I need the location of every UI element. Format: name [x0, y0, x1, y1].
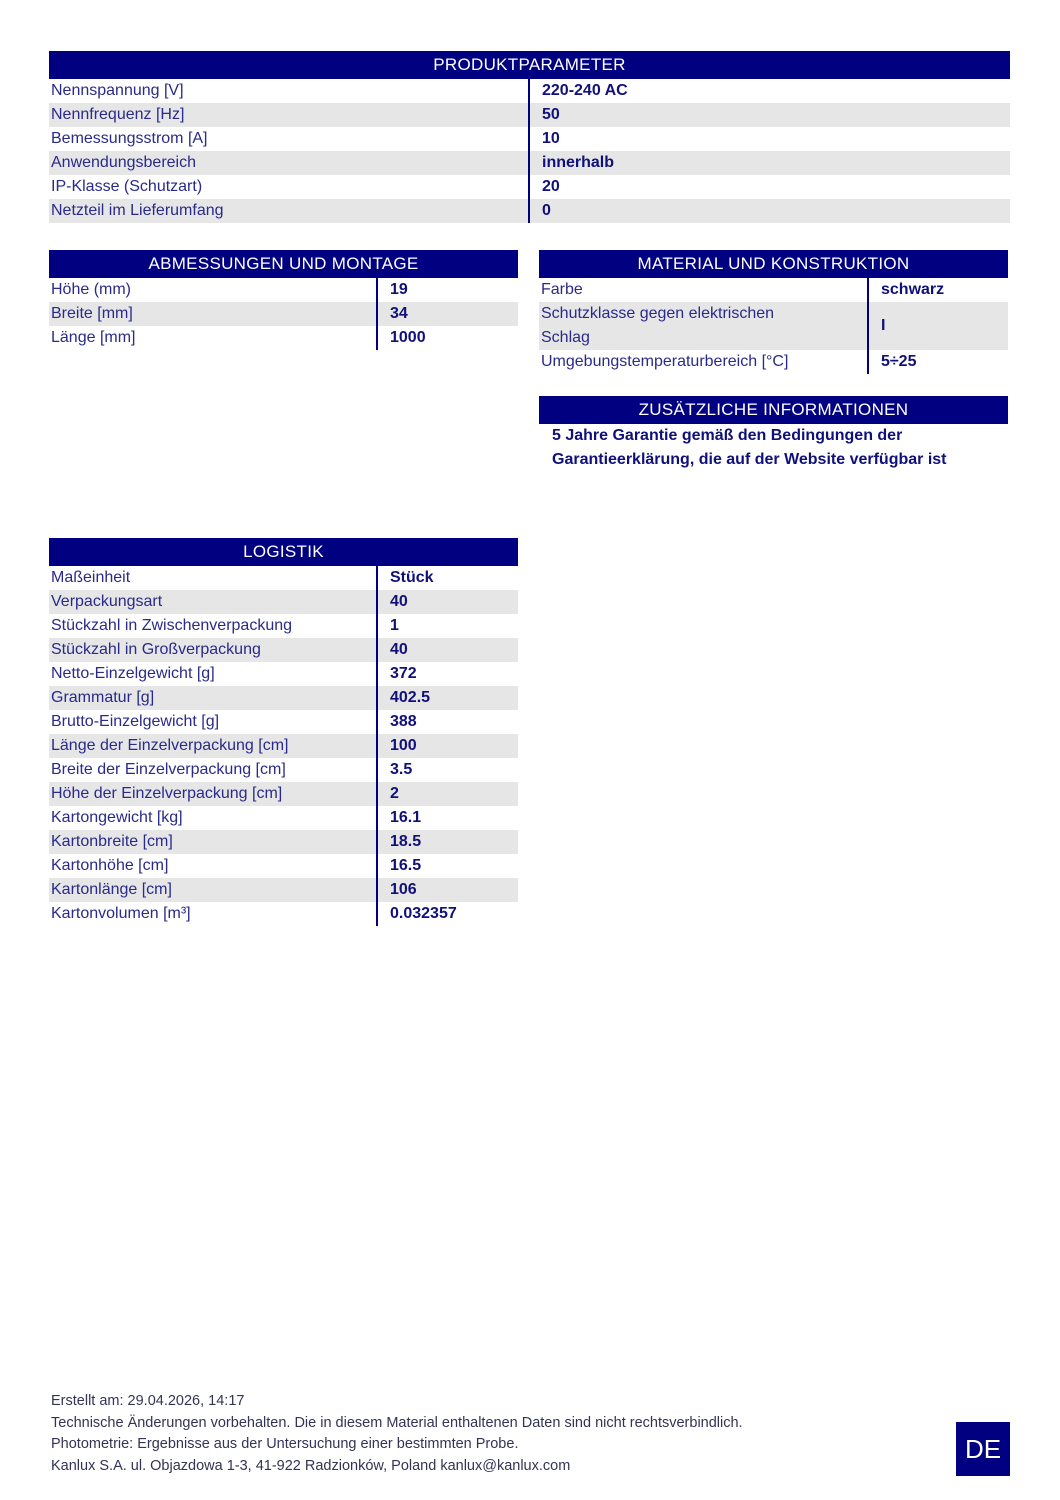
logistik-value: 16.5 — [377, 854, 518, 878]
zusatz-section — [539, 396, 1008, 472]
logistik-value: 402.5 — [377, 686, 518, 710]
table-row — [49, 103, 1010, 127]
table-row — [49, 830, 518, 854]
logistik-label: Maßeinheit — [51, 569, 131, 586]
logistik-section — [49, 538, 518, 926]
logistik-label: Grammatur [g] — [49, 686, 377, 710]
dim-value: 34 — [377, 302, 518, 326]
language-badge: DE — [956, 1422, 1010, 1476]
footer-created: Erstellt am: 29.04.2026, 14:17 — [51, 1393, 245, 1409]
footer — [51, 1391, 743, 1477]
param-value: 0 — [529, 199, 1010, 223]
table-row — [49, 590, 518, 614]
footer-address: Kanlux S.A. ul. Objazdowa 1-3, 41-922 Radzionków, Poland kanlux@kanlux.com — [51, 1457, 571, 1474]
table-row — [539, 278, 1008, 302]
logistik-label: Netto-Einzelgewicht [g] — [51, 665, 215, 682]
param-label: Anwendungsbereich — [49, 151, 529, 175]
footer-disclaimer: Technische Änderungen vorbehalten. Die in diesem Material enthaltenen Daten sind nicht rechtsverbindlich. — [51, 1414, 743, 1431]
logistik-label: Kartonhöhe [cm] — [51, 857, 169, 874]
param-value: 50 — [529, 103, 1010, 127]
logistik-value: 3.5 — [377, 758, 518, 782]
dim-label: Höhe (mm) — [51, 281, 132, 298]
table-row — [49, 566, 518, 590]
material-label: Umgebungstemperaturbereich [°C] — [541, 353, 789, 370]
logistik-value: 2 — [377, 782, 518, 806]
material-value: schwarz — [868, 278, 1008, 302]
produktparameter-section — [49, 51, 1010, 223]
param-value: innerhalb — [529, 151, 1010, 175]
logistik-value: 372 — [377, 662, 518, 686]
table-row — [49, 614, 518, 638]
logistik-label: Verpackungsart — [49, 590, 377, 614]
logistik-label: Brutto-Einzelgewicht [g] — [51, 713, 220, 730]
logistik-value: 18.5 — [377, 830, 518, 854]
logistik-value: 40 — [377, 590, 518, 614]
footer-photometry: Photometrie: Ergebnisse aus der Untersuchung einer bestimmten Probe. — [51, 1436, 519, 1452]
table-row — [49, 199, 1010, 223]
table-row — [49, 782, 518, 806]
produktparameter-header: PRODUKTPARAMETER — [49, 51, 1010, 79]
logistik-label: Kartonbreite [cm] — [49, 830, 377, 854]
table-row — [49, 175, 1010, 199]
material-value: I — [868, 302, 1008, 350]
logistik-table — [49, 566, 518, 926]
zusatz-header: ZUSÄTZLICHE INFORMATIONEN — [539, 396, 1008, 424]
logistik-value: Stück — [377, 566, 518, 590]
logistik-label: Stückzahl in Großverpackung — [49, 638, 377, 662]
abmessungen-header: ABMESSUNGEN UND MONTAGE — [49, 250, 518, 278]
material-section — [539, 250, 1008, 374]
table-row — [49, 302, 518, 326]
material-label: Schutzklasse gegen elektrischen Schlag — [539, 302, 868, 350]
param-label: IP-Klasse (Schutzart) — [51, 178, 203, 195]
dim-value: 1000 — [377, 326, 518, 350]
param-label: Nennspannung [V] — [51, 82, 184, 99]
logistik-value: 100 — [377, 734, 518, 758]
logistik-label: Stückzahl in Zwischenverpackung — [51, 617, 293, 634]
logistik-value: 0.032357 — [377, 902, 518, 926]
dim-label: Länge [mm] — [51, 329, 136, 346]
table-row — [49, 806, 518, 830]
param-value: 10 — [529, 127, 1010, 151]
table-row — [49, 127, 1010, 151]
produktparameter-table — [49, 79, 1010, 223]
table-row — [49, 79, 1010, 103]
logistik-value: 40 — [377, 638, 518, 662]
table-row — [49, 878, 518, 902]
logistik-label: Höhe der Einzelverpackung [cm] — [49, 782, 377, 806]
param-label: Netzteil im Lieferumfang — [49, 199, 529, 223]
table-row — [539, 302, 1008, 350]
logistik-value: 388 — [377, 710, 518, 734]
logistik-value: 106 — [377, 878, 518, 902]
param-label: Bemessungsstrom [A] — [51, 130, 208, 147]
table-row — [49, 278, 518, 302]
table-row — [49, 326, 518, 350]
logistik-value: 16.1 — [377, 806, 518, 830]
dim-label: Breite [mm] — [49, 302, 377, 326]
table-row — [49, 638, 518, 662]
abmessungen-table — [49, 278, 518, 350]
table-row — [49, 854, 518, 878]
table-row — [539, 350, 1008, 374]
table-row — [49, 662, 518, 686]
material-value: 5÷25 — [868, 350, 1008, 374]
material-table — [539, 278, 1008, 374]
material-label: Farbe — [541, 281, 583, 298]
table-row — [49, 758, 518, 782]
logistik-label: Kartongewicht [kg] — [51, 809, 183, 826]
table-row — [49, 710, 518, 734]
logistik-value: 1 — [377, 614, 518, 638]
param-value: 20 — [529, 175, 1010, 199]
table-row — [49, 151, 1010, 175]
logistik-header: LOGISTIK — [49, 538, 518, 566]
material-header: MATERIAL UND KONSTRUKTION — [539, 250, 1008, 278]
zusatz-text: 5 Jahre Garantie gemäß den Bedingungen der Garantieerklärung, die auf der Website verfügbar ist — [552, 427, 947, 468]
abmessungen-section — [49, 250, 518, 350]
logistik-label: Länge der Einzelverpackung [cm] — [49, 734, 377, 758]
logistik-label: Kartonlänge [cm] — [49, 878, 377, 902]
logistik-label: Breite der Einzelverpackung [cm] — [51, 761, 286, 778]
table-row — [49, 686, 518, 710]
param-value: 220-240 AC — [529, 79, 1010, 103]
table-row — [49, 734, 518, 758]
dim-value: 19 — [377, 278, 518, 302]
logistik-label: Kartonvolumen [m³] — [51, 905, 191, 922]
param-label: Nennfrequenz [Hz] — [49, 103, 529, 127]
table-row — [49, 902, 518, 926]
